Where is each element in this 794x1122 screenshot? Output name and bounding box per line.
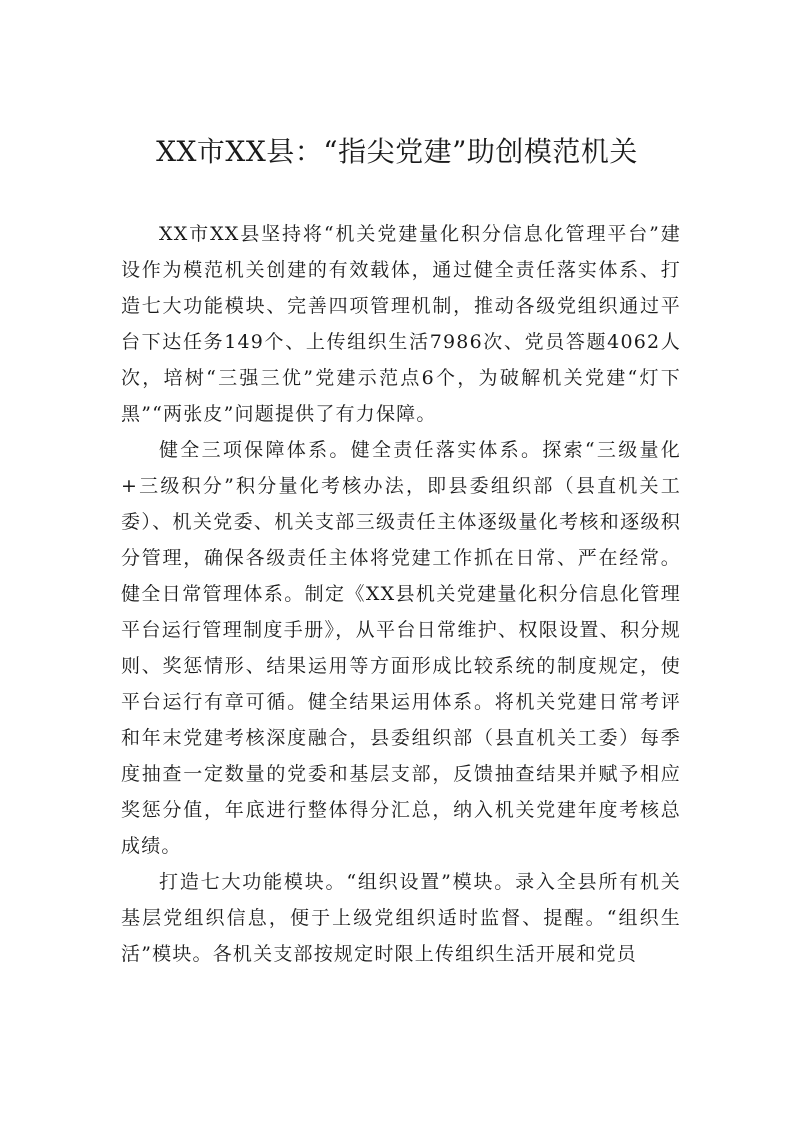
document-title: XX市XX县：“指尖党建”助创模范机关 [156, 135, 638, 168]
paragraph-guarantee-systems: 健全三项保障体系。健全责任落实体系。探索“三级量化+三级积分”积分量化考核办法，即县委组织部（县直机关工委）、机关党委、机关支部三级责任主体逐级量化考核和逐级积分管理，确保各级责任主体将党建工作抓在日常、严在经常。健全日常管理体系。制定《XX县机关党建量化积分信息化管理平台运行管理制度手册》，从平台日常维护、权限设置、积分规则、奖惩情形、结果运用等方面形成比较系统的制度规定，使平台运行有章可循。健全结果运用体系。将机关党建日常考评和年末党建考核深度融合，县委组织部（县直机关工委）每季度抽查一定数量的党委和基层支部，反馈抽查结果并赋予相应奖惩分值，年底进行整体得分汇总，纳入机关党建年度考核总成绩。 [121, 439, 681, 857]
document-body [121, 216, 681, 972]
paragraph-function-modules: 打造七大功能模块。“组织设置”模块。录入全县所有机关基层党组织信息，便于上级党组织适时监督、提醒。“组织生活”模块。各机关支部按规定时限上传组织生活开展和党员 [121, 871, 681, 965]
paragraph-intro: XX市XX县坚持将“机关党建量化积分信息化管理平台”建设作为模范机关创建的有效载体，通过健全责任落实体系、打造七大功能模块、完善四项管理机制，推动各级党组织通过平台下达任务149个、上传组织生活7986次、党员答题4062人次，培树“三强三优”党建示范点6个，为破解机关党建“灯下黑”“两张皮”问题提供了有力保障。 [121, 223, 681, 425]
